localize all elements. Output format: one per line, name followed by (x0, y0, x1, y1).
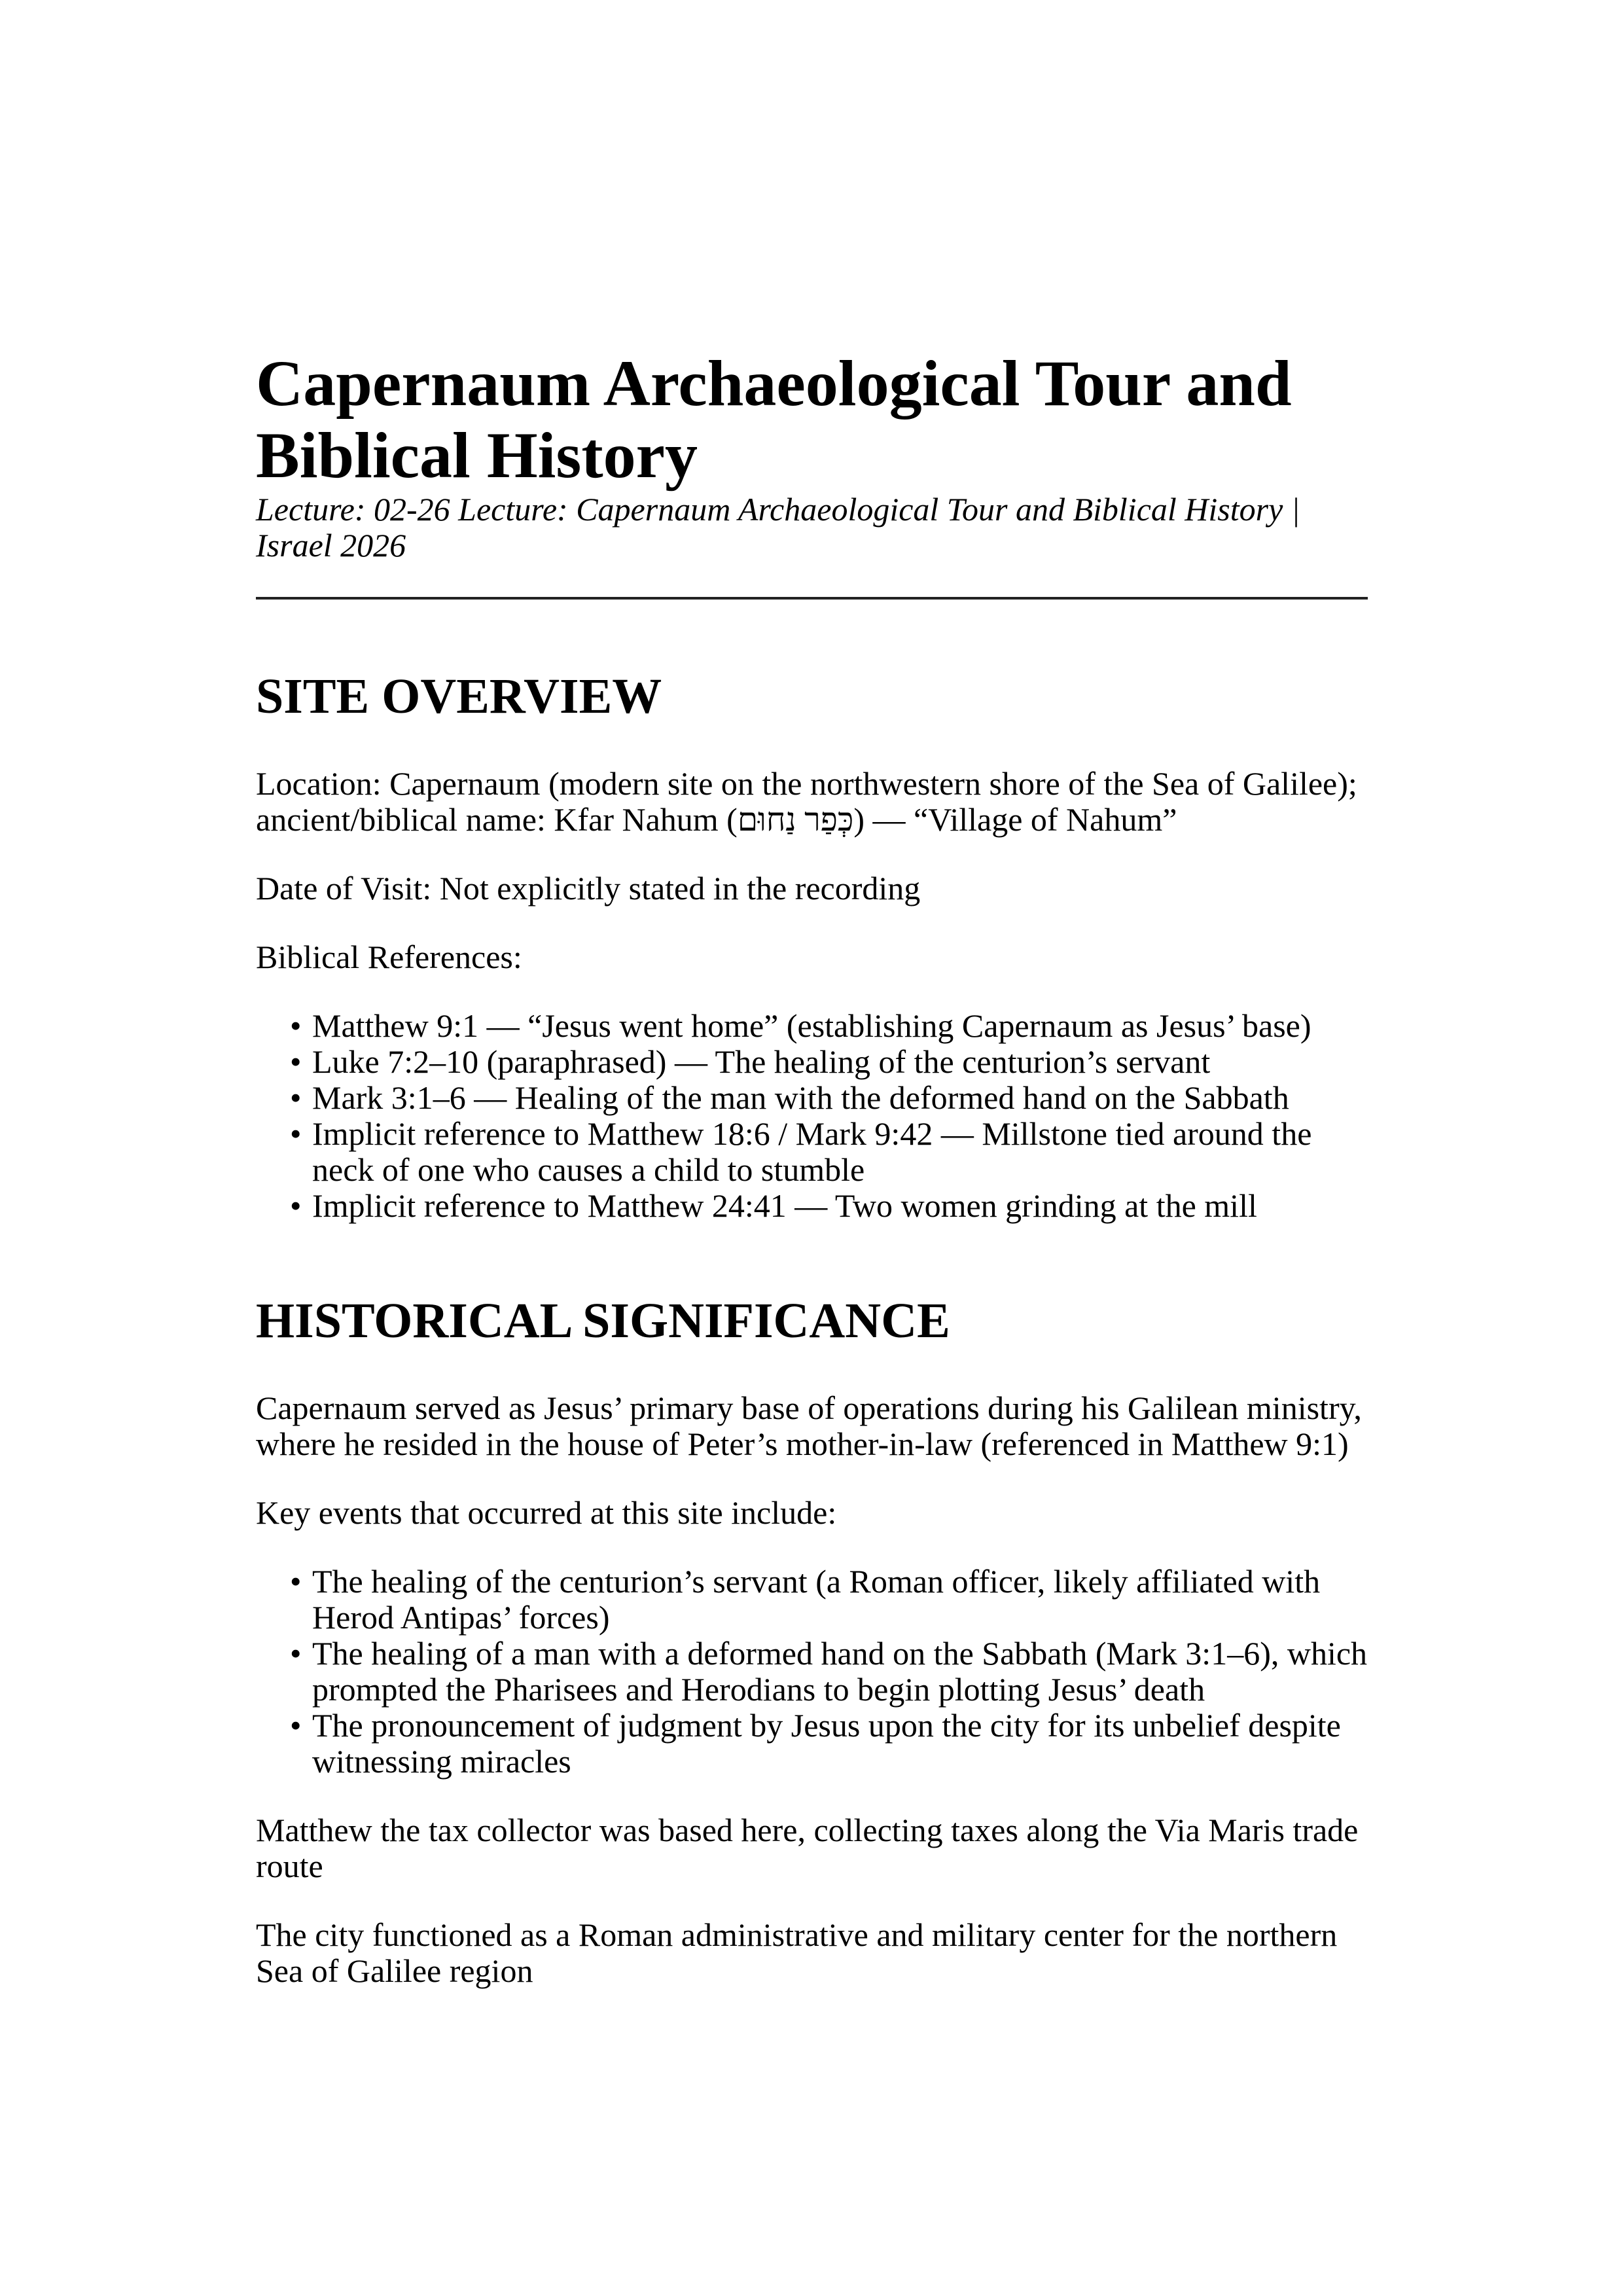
historical-significance-section (256, 1293, 1368, 1989)
bullet-icon: • (290, 1187, 302, 1224)
bullet-icon: • (290, 1043, 302, 1080)
section-heading-historical-significance: HISTORICAL SIGNIFICANCE (256, 1293, 950, 1348)
site-overview-section (256, 669, 1368, 1224)
biblical-references-label: Biblical References: (256, 939, 522, 975)
document-title: Capernaum Archaeological Tour and Biblical History (256, 347, 1292, 492)
list-item (256, 1116, 1368, 1188)
location-translation: ) — “Village of Nahum” (853, 801, 1177, 838)
key-events-list (256, 1564, 1368, 1780)
document-subtitle: Lecture: 02-26 Lecture: Capernaum Archaeological Tour and Biblical History | Israel 2026 (256, 491, 1300, 564)
list-item-text: The healing of the centurion’s servant (a Roman officer, likely affiliated with Herod Antipas’ forces) (312, 1563, 1321, 1636)
list-item (256, 1080, 1368, 1116)
list-item-text: Mark 3:1–6 — Healing of the man with the deformed hand on the Sabbath (312, 1079, 1289, 1116)
list-item-text: Implicit reference to Matthew 24:41 — Two women grinding at the mill (312, 1187, 1257, 1224)
list-item-text: Implicit reference to Matthew 18:6 / Mark 9:42 — Millstone tied around the neck of one who causes a child to stumble (312, 1115, 1312, 1188)
title-divider (256, 597, 1368, 600)
list-item (256, 1044, 1368, 1080)
location-text: Location: Capernaum (modern site on the northwestern shore of the Sea of Galilee); ancient/biblical name: Kfar Nahum ( (256, 765, 1357, 838)
bullet-icon: • (290, 1563, 302, 1600)
list-item (256, 1188, 1368, 1224)
list-item-text: The pronouncement of judgment by Jesus upon the city for its unbelief despite witnessing miracles (312, 1707, 1341, 1780)
hebrew-name: כְּפַר נַחוּם (737, 801, 854, 838)
section-heading-site-overview: SITE OVERVIEW (256, 669, 662, 724)
key-events-label: Key events that occurred at this site include: (256, 1494, 837, 1531)
list-item-text: Matthew 9:1 — “Jesus went home” (establishing Capernaum as Jesus’ base) (312, 1007, 1311, 1044)
list-item (256, 1008, 1368, 1044)
biblical-references-list (256, 1008, 1368, 1224)
date-of-visit: Date of Visit: Not explicitly stated in the recording (256, 870, 921, 906)
roman-center-paragraph: The city functioned as a Roman administrative and military center for the northern Sea of Galilee region (256, 1916, 1338, 1989)
bullet-icon: • (290, 1007, 302, 1044)
list-item (256, 1564, 1368, 1636)
list-item (256, 1708, 1368, 1780)
bullet-icon: • (290, 1115, 302, 1152)
bullet-icon: • (290, 1079, 302, 1116)
tax-collector-paragraph: Matthew the tax collector was based here, collecting taxes along the Via Maris trade route (256, 1812, 1359, 1884)
bullet-icon: • (290, 1635, 302, 1672)
historical-intro: Capernaum served as Jesus’ primary base of operations during his Galilean ministry, where he resided in the house of Peter’s mother-in-law (referenced in Matthew 9:1) (256, 1390, 1362, 1462)
list-item (256, 1636, 1368, 1708)
bullet-icon: • (290, 1707, 302, 1744)
document-page (256, 348, 1368, 1989)
list-item-text: Luke 7:2–10 (paraphrased) — The healing of the centurion’s servant (312, 1043, 1211, 1080)
location-paragraph (256, 766, 1368, 838)
list-item-text: The healing of a man with a deformed hand on the Sabbath (Mark 3:1–6), which prompted the Pharisees and Herodians to begin plotting Jesus’ death (312, 1635, 1368, 1708)
